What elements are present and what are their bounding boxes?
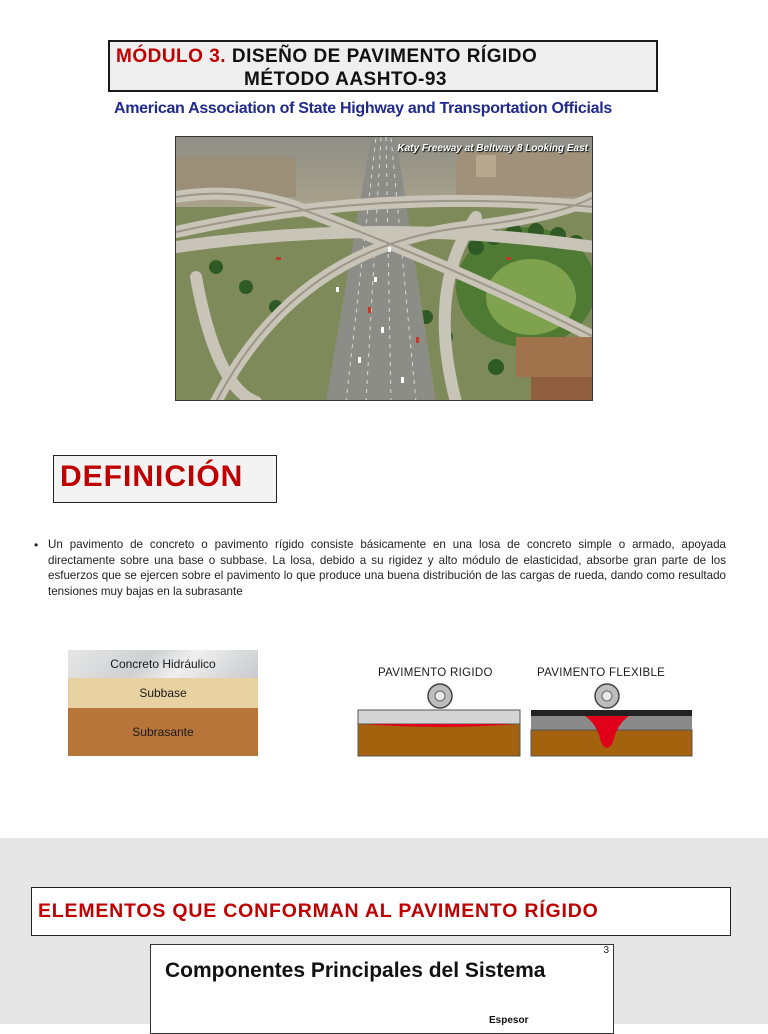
rigid-pavement-label: PAVIMENTO RIGIDO [378,667,493,679]
elements-heading-box [31,887,731,936]
definition-heading-box [53,455,277,503]
module-title-text: DISEÑO DE PAVIMENTO RÍGIDO [226,46,538,67]
slide-number: 3 [603,945,609,956]
highway-interchange-photo [175,136,593,401]
photo-caption: Katy Freeway at Beltway 8 Looking East [397,143,588,154]
bullet-marker: • [34,538,39,552]
definition-paragraph: Un pavimento de concreto o pavimento rígido consiste básicamente en una losa de concreto simple o armado, apoyada directamente sobre una base o subbase. La losa, debido a su rigidez y alto módulo de elasticidad, absorbe gran parte de los esfuerzos que se ejercen sobre el pavimento lo que produce una buena distribución de las cargas de rueda, dando como resultado tensiones muy bajas en la subrasante [48,538,726,598]
module-subtitle: MÉTODO AASHTO-93 [244,69,447,90]
organization-name: American Association of State Highway and Transportation Officials [114,100,612,117]
espesor-label: Espesor [489,1015,529,1026]
module-title-line1 [116,46,537,68]
layer-concrete [68,650,258,678]
definition-heading: DEFINICIÓN [60,460,244,493]
layer-subbase-label: Subbase [139,686,187,700]
module-title-box [108,40,658,92]
flexible-pavement-illustration [531,684,692,756]
pavement-comparison-diagram [355,682,700,760]
module-label: MÓDULO 3. [116,46,227,67]
layer-subbase [68,678,258,708]
elements-heading: ELEMENTOS QUE CONFORMAN AL PAVIMENTO RÍGIDO [38,900,599,922]
slide-title: Componentes Principales del Sistema [165,959,546,982]
layer-subrasante [68,708,258,756]
rigid-pavement-illustration [358,684,520,756]
slide-card [150,944,614,1034]
layer-concrete-label: Concreto Hidráulico [110,657,216,671]
layer-subrasante-label: Subrasante [132,725,194,739]
pavement-layers-diagram [68,650,258,756]
flexible-pavement-label: PAVIMENTO FLEXIBLE [537,667,666,679]
highway-illustration [176,137,593,401]
